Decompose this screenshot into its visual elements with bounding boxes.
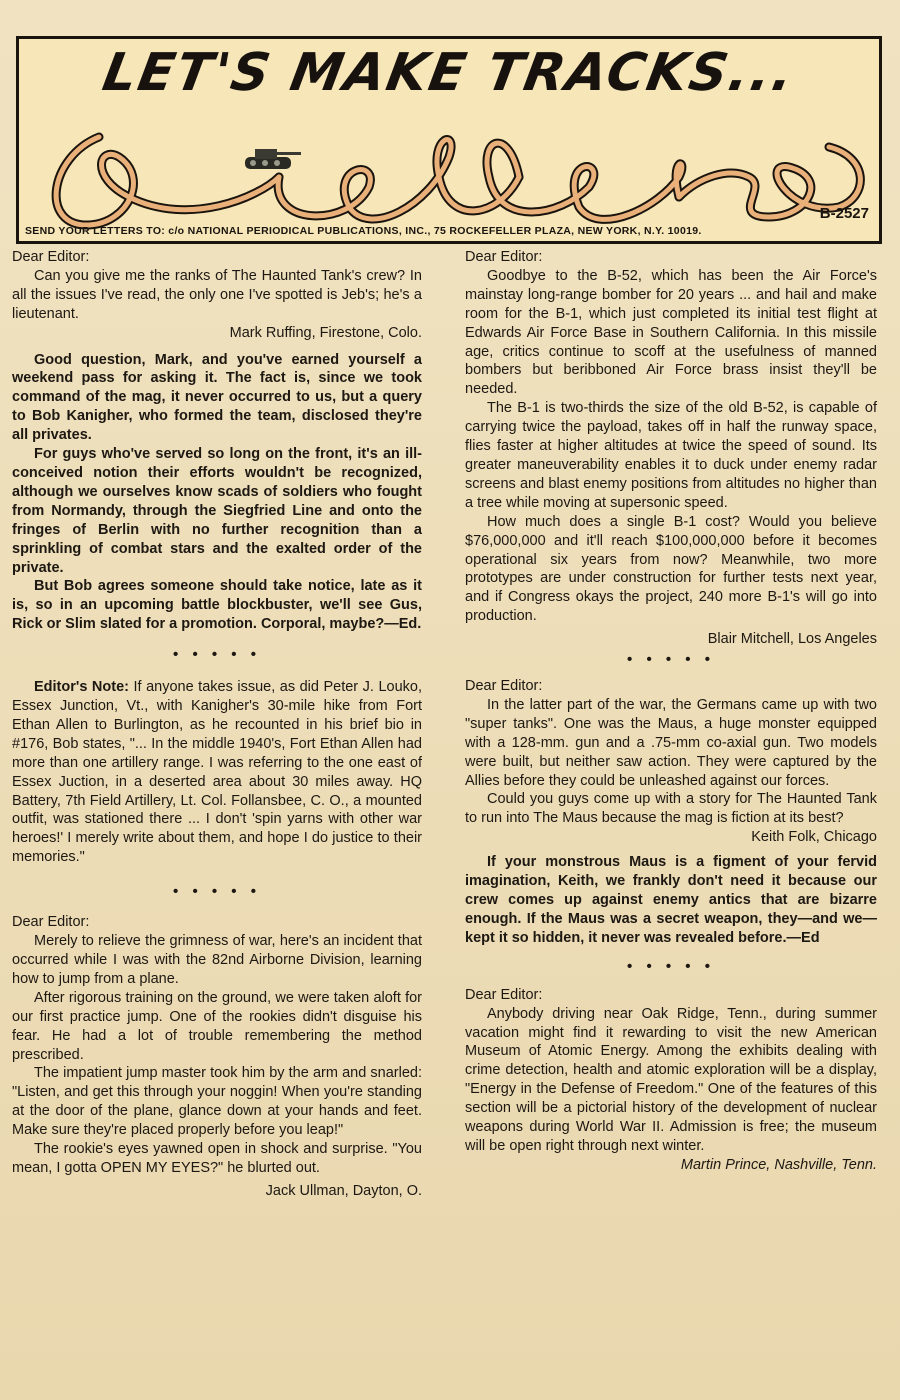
letter-prince [465,986,877,1175]
header-title: LET'S MAKE TRACKS... [98,43,800,103]
section-divider: • • • • • [627,957,715,975]
letter-paragraph: The B-1 is two-thirds the size of the old B-52, is capable of carrying twice the payload, takes off in half the runway space, flies faster at higher altitudes at twice the speed of sound. Its greater maneuverability enables it to duck under enemy radar screens and blast enemy positions from altitudes no higher than a tree while moving at supersonic speed. [465,400,877,511]
editors-note-label: Editor's Note: [34,679,129,696]
signature: Mark Ruffing, Firestone, Colo. [229,324,422,341]
editors-note [12,678,422,867]
section-divider: • • • • • [173,646,261,664]
signature: Keith Folk, Chicago [751,829,877,846]
mailing-address: SEND YOUR LETTERS TO: c/o NATIONAL PERIODICAL PUBLICATIONS, INC., 75 ROCKEFELLER PLAZA, NEW YORK, N.Y. 10019. [25,225,702,237]
letter-paragraph: The impatient jump master took him by the arm and snarled: "Listen, and get this through your noggin! When you're standing at the door of the plane, glance down at your hands and feet. Make sure they're placed properly before you leap!" [12,1065,422,1139]
letter-paragraph: How much does a single B-1 cost? Would you believe $76,000,000 and it'll reach $100,000,000 before it becomes operational six years from now? Meanwhile, two more prototypes are under construction for further tests next year, and if Congress okays the project, 240 more B-1's will go into production. [465,513,877,625]
letter-body: Anybody driving near Oak Ridge, Tenn., during summer vacation might find it rewarding to visit the new American Museum of Atomic Energy. Among the exhibits dealing with crime detection, health and atomic exploration will be a display, "Energy in the Defense of Freedom." One of the features of this section will be a pictorial history of the development of nuclear weapons during World War II. Admission is free; the museum will be open right through next winter. [465,1005,877,1154]
letter-paragraph: After rigorous training on the ground, we were taken aloft for our first practice jump. One of the rookies didn't disguise his fear. He had a lot of trouble remembering the method prescribed. [12,989,422,1063]
left-column [12,248,422,1201]
salutation: Dear Editor: [465,249,543,265]
editor-reply: If your monstrous Maus is a figment of your fervid imagination, Keith, we frankly don't need it because our crew comes up against enemy antics that are bizarre enough. If the Maus was a secret weapon, they—and we—kept it so hidden, it never was revealed before.—Ed [465,854,877,946]
section-divider: • • • • • [173,883,261,901]
signature: Jack Ullman, Dayton, O. [265,1182,422,1199]
right-column [465,248,877,1175]
letters-header-banner [16,36,882,244]
letter-ruffing [12,248,422,634]
letter-paragraph: In the latter part of the war, the Germans came up with two "super tanks". One was the Maus, a huge monster equipped with a 128-mm. gun and a .75-mm co-axial gun. Two models were built, but neither saw action. They were captured by the Allies before they could be unleashed against our forces. [465,696,877,789]
letter-ullman [12,913,422,1201]
letter-mitchell [465,248,877,649]
tank-icon [241,145,303,173]
editor-reply: For guys who've served so long on the front, it's an ill-conceived notion their efforts wouldn't be recognized, although we ourselves know scads of soldiers who fought from Normandy, through the Siegfried Line and onto the fringes of Berlin with no further recognition than a sprinkling of combat stars and the exalted order of the private. [12,446,422,576]
issue-code: B-2527 [819,205,869,222]
letter-body: Can you give me the ranks of The Haunted Tank's crew? In all the issues I've read, the only one I've spotted is Jeb's; he's a lieutenant. [12,267,422,322]
editor-reply: But Bob agrees someone should take notice, late as it is, so in an upcoming battle blockbuster, we'll see Gus, Rick or Slim slated for a promotion. Corporal, maybe?—Ed. [12,578,422,633]
letter-folk [465,677,877,948]
salutation: Dear Editor: [465,678,543,695]
letter-paragraph: Goodbye to the B-52, which has been the Air Force's mainstay long-range bomber for 20 years ... and hail and make room for the B-1, which just completed its initial test flight at Edwards Air Force Base in Southern California. In this missile age, critics continue to scoff at the usefulness of manned bombers but beribboned Air Force brass insist they'll be needed. [465,267,877,398]
salutation: Dear Editor: [12,914,90,931]
section-divider: • • • • • [627,651,715,669]
script-word-text: Letters [329,157,333,158]
letters-script-logo [29,117,875,237]
salutation: Dear Editor: [12,249,90,265]
editors-note-body: If anyone takes issue, as did Peter J. Louko, Essex Junction, Vt., with Kanigher's 30-mile hike from Fort Ethan Allen to Burlington, as he recounted in his brief bio in #176, Bob states, "... In the middle 1940's, Fort Ethan Allen had more than one artillery range. I was referring to the one east of Essex Juction, in a deserted area about 30 miles away. HQ Battery, 7th Field Artillery, Lt. Col. Follansbee, C. O., a mounted outfit, was stationed there ... I don't 'spin yarns with other war heroes!' I merely write about them, and hope I do justice to their memories." [12,679,422,866]
signature: Blair Mitchell, Los Angeles [707,631,877,648]
letter-paragraph: Could you guys come up with a story for The Haunted Tank to run into The Maus because the mag is fiction at its best? [465,791,877,827]
signature: Martin Prince, Nashville, Tenn. [680,1156,877,1173]
editor-reply: Good question, Mark, and you've earned yourself a weekend pass for asking it. The fact is, since we took command of the mag, it never occurred to us, but a query to Bob Kanigher, who formed the team, disclosed they're all privates. [12,351,422,444]
salutation: Dear Editor: [465,986,543,1003]
letter-paragraph: Merely to relieve the grimness of war, here's an incident that occurred while I was with the 82nd Airborne Division, learning how to jump from a plane. [12,933,422,987]
letter-paragraph: The rookie's eyes yawned open in shock and surprise. "You mean, I gotta OPEN MY EYES?" he blurted out. [12,1141,422,1176]
